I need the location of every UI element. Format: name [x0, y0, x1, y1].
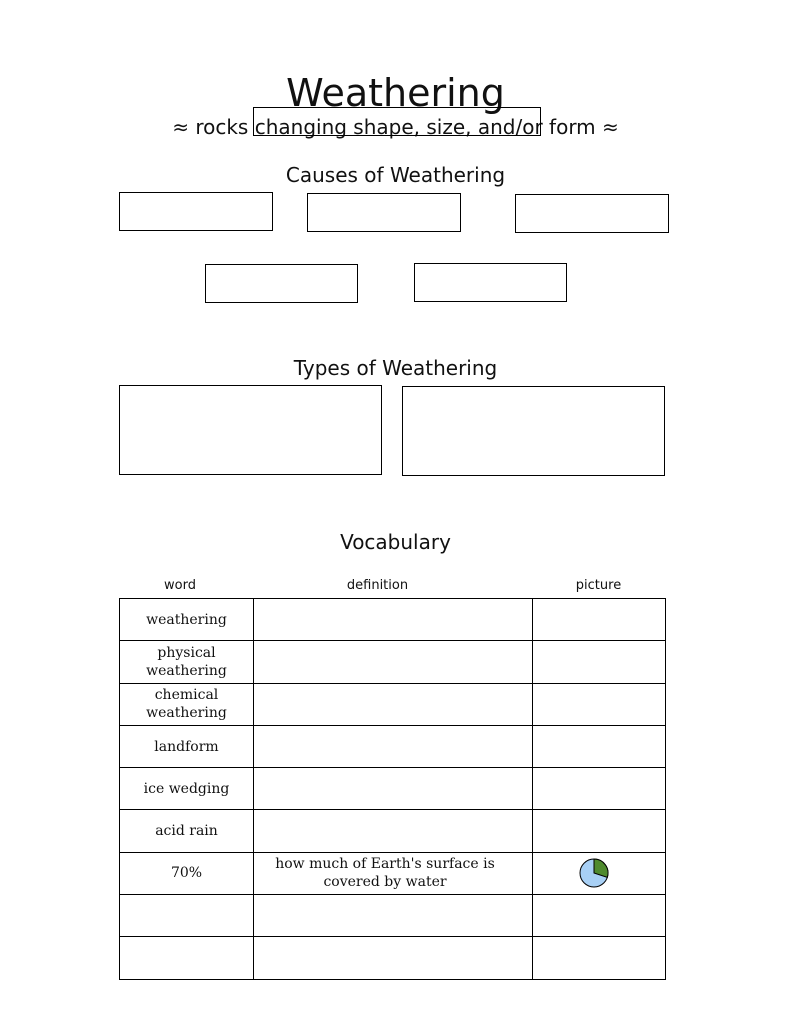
vocab-picture-cell[interactable] [533, 725, 666, 767]
vocab-picture-cell[interactable] [533, 937, 666, 979]
table-row [120, 852, 666, 894]
vocab-picture-cell[interactable] [533, 768, 666, 810]
vocab-definition-cell[interactable] [254, 683, 533, 725]
earth-water-pie-icon [533, 853, 665, 894]
cause-box-2[interactable] [307, 193, 461, 232]
vocab-definition-cell[interactable] [254, 810, 533, 852]
vocab-definition-cell[interactable] [254, 641, 533, 683]
vocab-word-cell[interactable] [120, 895, 254, 937]
table-row [120, 599, 666, 641]
vocab-picture-cell[interactable] [533, 810, 666, 852]
vocab-picture-cell[interactable] [533, 641, 666, 683]
cause-box-4[interactable] [205, 264, 358, 303]
column-header-word: word [164, 578, 196, 593]
column-header-picture: picture [575, 578, 622, 593]
heading-vocabulary: Vocabulary [340, 530, 451, 554]
vocab-word-cell[interactable]: landform [120, 725, 254, 767]
vocabulary-table [119, 598, 666, 980]
table-row [120, 683, 666, 725]
column-header-definition: definition [346, 578, 409, 593]
type-box-2[interactable] [402, 386, 665, 476]
table-row [120, 810, 666, 852]
vocab-word-cell[interactable]: chemical weathering [120, 683, 254, 725]
table-row [120, 937, 666, 979]
answer-box-definition[interactable] [253, 107, 541, 136]
cause-box-5[interactable] [414, 263, 567, 302]
vocab-picture-cell[interactable] [533, 852, 666, 894]
cause-box-1[interactable] [119, 192, 273, 231]
vocab-word-cell[interactable]: acid rain [120, 810, 254, 852]
vocab-word-cell[interactable]: ice wedging [120, 768, 254, 810]
vocab-definition-cell[interactable] [254, 937, 533, 979]
heading-causes: Causes of Weathering [285, 163, 506, 187]
table-row [120, 768, 666, 810]
table-row [120, 725, 666, 767]
table-row [120, 641, 666, 683]
page-subtitle: ≈ rocks changing shape, size, and/or form ≈ [172, 115, 619, 139]
vocab-word-cell[interactable] [120, 937, 254, 979]
vocab-picture-cell[interactable] [533, 599, 666, 641]
page-title: Weathering [286, 71, 505, 115]
vocab-definition-cell[interactable] [254, 895, 533, 937]
vocab-picture-cell[interactable] [533, 683, 666, 725]
vocab-definition-cell[interactable] [254, 725, 533, 767]
vocab-word-cell[interactable]: 70% [120, 852, 254, 894]
vocab-definition-cell[interactable] [254, 599, 533, 641]
type-box-1[interactable] [119, 385, 382, 475]
vocab-picture-cell[interactable] [533, 895, 666, 937]
vocab-word-cell[interactable]: physical weathering [120, 641, 254, 683]
vocab-definition-cell[interactable] [254, 768, 533, 810]
cause-box-3[interactable] [515, 194, 669, 233]
vocab-word-cell[interactable]: weathering [120, 599, 254, 641]
heading-types: Types of Weathering [293, 356, 498, 380]
table-row [120, 895, 666, 937]
vocab-definition-cell[interactable]: how much of Earth's surface is covered by water [254, 852, 533, 894]
